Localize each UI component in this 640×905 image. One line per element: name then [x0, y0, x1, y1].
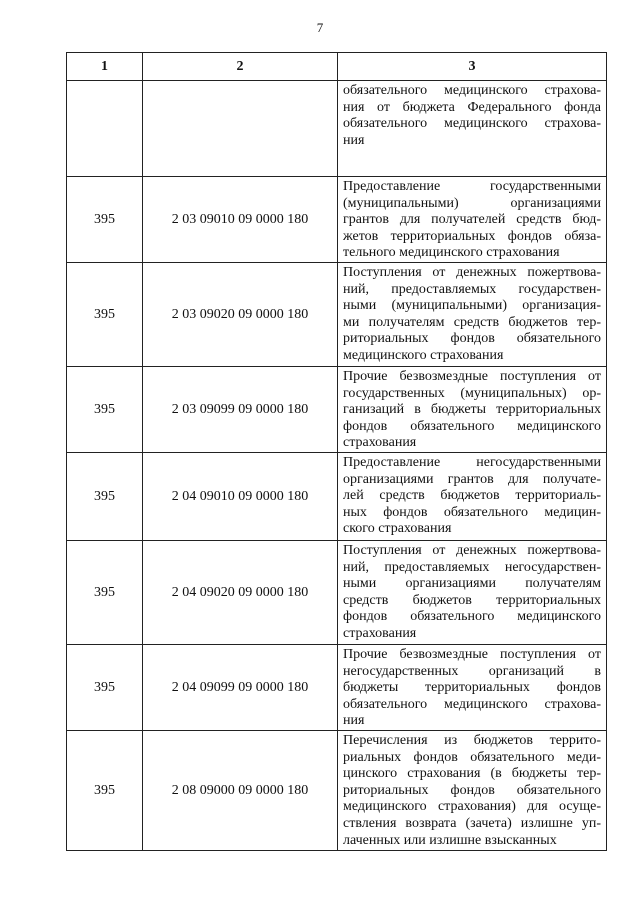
description-line: Поступления от денежных пожертвова-: [343, 543, 601, 558]
description-line: Перечисления из бюджетов террито-: [343, 733, 601, 748]
budget-code-cell: 2 08 09000 09 0000 180: [143, 731, 338, 851]
description-line: государственных (муниципальных) ор-: [343, 385, 601, 401]
description-line: страхования: [343, 435, 417, 451]
description-line: цинского страхования (в бюджеты тер-: [343, 766, 601, 782]
budget-code-cell: [143, 81, 338, 177]
description-line: Предоставление государственными: [343, 179, 601, 194]
description-cell: [338, 263, 607, 367]
table-body: [67, 81, 607, 851]
description-cell: [338, 541, 607, 645]
column-header-3: 3: [338, 53, 607, 81]
budget-code-cell: 2 04 09099 09 0000 180: [143, 645, 338, 731]
description-line: ными организациями получателям: [343, 576, 601, 592]
description-line: фондов обязательного медицинского: [343, 418, 601, 434]
table-row: [67, 645, 607, 731]
admin-code-cell: 395: [67, 367, 143, 453]
description-line: ния: [343, 713, 365, 729]
table-row: [67, 453, 607, 541]
budget-code-cell: 2 04 09010 09 0000 180: [143, 453, 338, 541]
description-line: бюджеты территориальных фондов: [343, 680, 601, 696]
description-line: средств бюджетов территориальных: [343, 592, 601, 608]
admin-code-cell: 395: [67, 645, 143, 731]
description-line: грантов для получателей средств бюд-: [343, 212, 601, 228]
table-row: [67, 263, 607, 367]
description-line: Прочие безвозмездные поступления от: [343, 369, 601, 384]
description-line: ми получателям средств бюджетов тер-: [343, 314, 601, 330]
description-cell: [338, 453, 607, 541]
admin-code-cell: 395: [67, 731, 143, 851]
description-line: ных фондов обязательного медицин-: [343, 504, 601, 520]
admin-code-cell: 395: [67, 453, 143, 541]
description-line: обязательного медицинского страхова-: [343, 696, 601, 712]
description-line: ганизаций в бюджеты территориальных: [343, 402, 601, 418]
description-cell: [338, 81, 607, 177]
description-line: Поступления от денежных пожертвова-: [343, 265, 601, 280]
description-line: медицинского страхования: [343, 347, 504, 363]
table-row: [67, 731, 607, 851]
admin-code-cell: 395: [67, 263, 143, 367]
description-line: фондов обязательного медицинского: [343, 609, 601, 625]
description-line: обязательного медицинского страхова-: [343, 116, 601, 132]
column-header-1: 1: [67, 53, 143, 81]
description-line: (муниципальными) организациями: [343, 195, 601, 211]
description-line: лей средств бюджетов территориаль-: [343, 488, 601, 504]
description-cell: [338, 645, 607, 731]
description-line: ний, предоставляемых государствен-: [343, 281, 601, 297]
description-cell: [338, 177, 607, 263]
table-row: [67, 81, 607, 177]
budget-code-cell: 2 03 09099 09 0000 180: [143, 367, 338, 453]
admin-code-cell: 395: [67, 177, 143, 263]
description-line: жетов территориальных фондов обяза-: [343, 228, 601, 244]
description-line: медицинского страхования) для осуще-: [343, 799, 601, 815]
page-number: 7: [316, 20, 324, 35]
description-line: ний, предоставляемых негосударствен-: [343, 559, 601, 575]
budget-code-cell: 2 04 09020 09 0000 180: [143, 541, 338, 645]
description-line: Предоставление негосударственными: [343, 455, 601, 470]
admin-code-cell: 395: [67, 541, 143, 645]
description-line: ствления возврата (зачета) излишне уп-: [343, 815, 601, 831]
description-cell: [338, 367, 607, 453]
description-line: негосударственных организаций в: [343, 663, 601, 679]
table-row: [67, 177, 607, 263]
description-line: ными (муниципальными) организация-: [343, 298, 601, 314]
description-line: риальных фондов обязательного меди-: [343, 749, 601, 765]
description-cell: [338, 731, 607, 851]
description-line: риториальных фондов обязательного: [343, 782, 601, 798]
description-line: обязательного медицинского страхова-: [343, 83, 601, 98]
table-row: [67, 541, 607, 645]
description-line: Прочие безвозмездные поступления от: [343, 647, 601, 662]
description-line: ния: [343, 132, 365, 148]
description-line: организациями грантов для получате-: [343, 471, 601, 487]
admin-code-cell: [67, 81, 143, 177]
description-line: тельного медицинского страхования: [343, 245, 560, 261]
table-row: [67, 367, 607, 453]
budget-code-cell: 2 03 09010 09 0000 180: [143, 177, 338, 263]
budget-code-cell: 2 03 09020 09 0000 180: [143, 263, 338, 367]
column-header-2: 2: [143, 53, 338, 81]
description-line: лаченных или излишне взысканных: [343, 832, 557, 848]
classification-table: [66, 52, 607, 851]
table-header-row: [67, 53, 607, 81]
description-line: ского страхования: [343, 521, 452, 537]
description-line: страхования: [343, 625, 417, 641]
description-line: риториальных фондов обязательного: [343, 331, 601, 347]
description-line: ния от бюджета Федерального фонда: [343, 99, 601, 115]
